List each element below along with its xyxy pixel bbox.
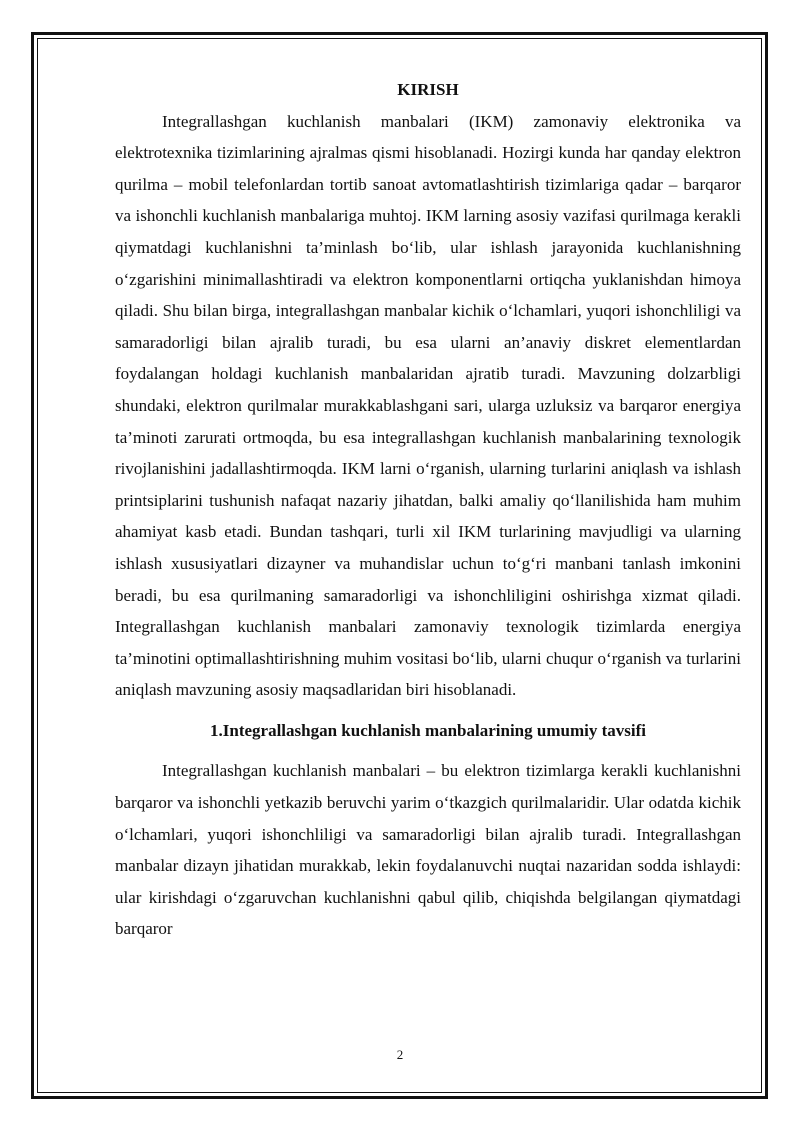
- intro-paragraph: Integrallashgan kuchlanish manbalari (IKM) zamonaviy elektronika va elektrotexnika tizimlarining ajralmas qismi hisoblanadi. Hozirgi kunda har qanday elektron qurilma – mobil telefonlardan tortib sanoat avtomatlashtirish tizimlariga qadar – barqaror va ishonchli kuchlanish manbalariga muhtoj. IKM larning asosiy vazifasi qurilmaga kerakli qiymatdagi kuchlanishni ta’minlash bo‘lib, ular ishlash jarayonida kuchlanishning o‘zgarishini minimallashtiradi va elektron komponentlarni ortiqcha yuklanishdan himoya qiladi. Shu bilan birga, integrallashgan manbalar kichik o‘lchamlari, yuqori ishonchliligi va samaradorligi bilan ajralib turadi, bu esa ularni an’anaviy diskret elementlardan foydalangan holdagi kuchlanish manbalaridan ajratib turadi. Mavzuning dolzarbligi shundaki, elektron qurilmalar murakkablashgani sari, ularga uzluksiz va barqaror energiya ta’minoti zarurati ortmoqda, bu esa integrallashgan kuchlanish manbalarining texnologik rivojlanishini jadallashtirmoqda. IKM larni o‘rganish, ularning turlarini aniqlash va ishlash printsiplarini tushunish nafaqat nazariy jihatdan, balki amaliy qo‘llanilishida ham muhim ahamiyat kasb etadi. Bundan tashqari, turli xil IKM turlarining mavjudligi va ularning ishlash xususiyatlari dizayner va muhandislar uchun to‘g‘ri manbani tanlash imkonini beradi, bu esa qurilmaning samaradorligi va ishonchliligini oshirishga xizmat qiladi. Integrallashgan kuchlanish manbalari zamonaviy texnologik tizimlarda energiya ta’minotini optimallashtirishning muhim vositasi bo‘lib, ularni chuqur o‘rganish va turlarini aniqlash mavzuning asosiy maqsadlaridan biri hisoblanadi.: [115, 111, 741, 700]
- page-content: [115, 74, 741, 945]
- section-1-heading: 1.Integrallashgan kuchlanish manbalarining umumiy tavsifi: [210, 720, 646, 740]
- intro-heading: KIRISH: [397, 80, 459, 99]
- section-1-paragraph: Integrallashgan kuchlanish manbalari – bu elektron tizimlarga kerakli kuchlanishni barqaror va ishonchli yetkazib beruvchi yarim o‘tkazgich qurilmalaridir. Ular odatda kichik o‘lchamlari, yuqori ishonchliligi va samaradorligi bilan ajralib turadi. Integrallashgan manbalar dizayn jihatidan murakkab, lekin foydalanuvchi nuqtai nazaridan sodda ishlaydi: ular kirishdagi o‘zgaruvchan kuchlanishni qabul qilib, chiqishda belgilangan qiymatdagi barqaror: [115, 761, 741, 939]
- page-number: 2: [396, 1047, 404, 1062]
